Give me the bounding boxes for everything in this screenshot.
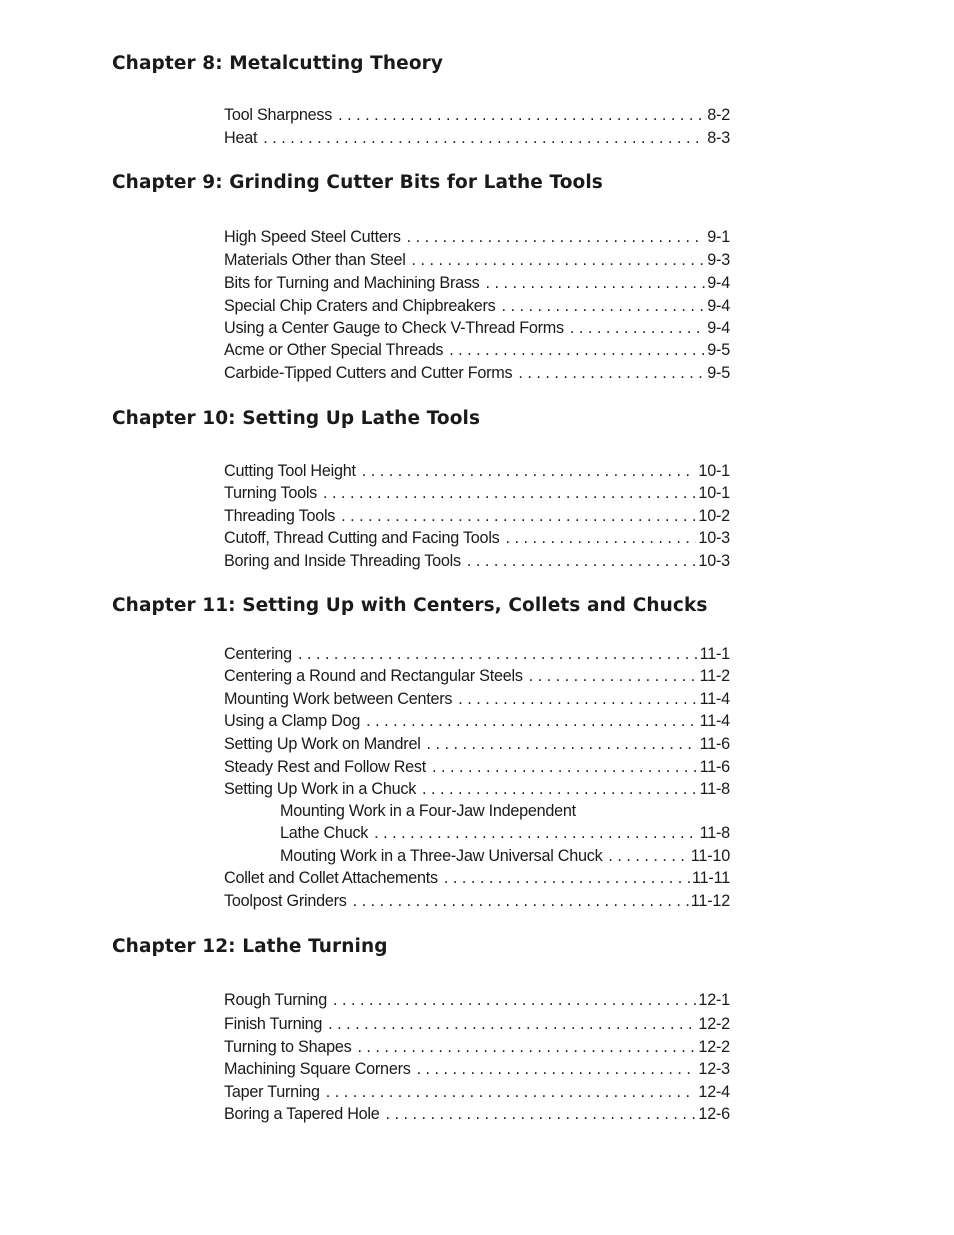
toc-entry-page-number: 11-12 — [690, 892, 730, 910]
toc-entry-label: Collet and Collet Attachements — [224, 869, 438, 887]
toc-entry-page-number: 11-4 — [699, 690, 730, 708]
toc-entry-page-number: 12-2 — [698, 1015, 730, 1033]
chapter-title: Chapter 11: Setting Up with Centers, Collets and Chucks — [112, 595, 708, 616]
toc-entry[interactable] — [224, 339, 730, 361]
toc-entry-page-number: 11-8 — [699, 780, 730, 798]
toc-entry-label: Finish Turning — [224, 1015, 323, 1033]
toc-entry-label: Boring and Inside Threading Tools — [224, 552, 461, 570]
toc-entry-label: Rough Turning — [224, 991, 327, 1009]
toc-entry-label: Steady Rest and Follow Rest — [224, 758, 426, 776]
toc-entry-page-number: 11-4 — [699, 712, 730, 730]
toc-entry[interactable] — [224, 226, 730, 248]
toc-entry-page-number: 9-4 — [707, 274, 730, 292]
dot-leader — [486, 272, 706, 294]
dot-leader — [467, 550, 697, 572]
toc-entry-label: Taper Turning — [224, 1083, 320, 1101]
toc-entry-label: Setting Up Work on Mandrel — [224, 735, 421, 753]
dot-leader — [298, 643, 698, 665]
dot-leader — [444, 867, 690, 889]
dot-leader — [386, 1103, 697, 1125]
toc-entry-page-number: 9-4 — [707, 319, 730, 337]
toc-entry[interactable] — [224, 867, 730, 889]
toc-entry[interactable] — [224, 1013, 730, 1035]
toc-entry[interactable] — [224, 643, 730, 665]
toc-entry[interactable] — [224, 482, 730, 504]
dot-leader — [326, 1081, 697, 1103]
toc-entry-label: Acme or Other Special Threads — [224, 341, 444, 359]
dot-leader — [570, 317, 705, 339]
toc-entry-label: Using a Clamp Dog — [224, 712, 361, 730]
toc-entry-label: Heat — [224, 129, 258, 147]
toc-entry-page-number: 11-6 — [699, 758, 730, 776]
toc-entry-label: Mouting Work in a Three-Jaw Universal Chuck — [280, 847, 603, 865]
toc-entry-label: Cutting Tool Height — [224, 462, 356, 480]
toc-entry-label: Carbide-Tipped Cutters and Cutter Forms — [224, 364, 513, 382]
toc-entry[interactable] — [224, 550, 730, 572]
dot-leader — [341, 505, 696, 527]
chapter-title: Chapter 10: Setting Up Lathe Tools — [112, 408, 481, 429]
toc-entry-label: Cutoff, Thread Cutting and Facing Tools — [224, 529, 500, 547]
dot-leader — [432, 756, 698, 778]
dot-leader — [518, 362, 705, 384]
dot-leader — [338, 104, 705, 126]
dot-leader — [412, 249, 706, 271]
dot-leader — [353, 890, 689, 912]
toc-entry-label: Centering — [224, 645, 292, 663]
toc-entry[interactable] — [224, 272, 730, 294]
toc-entry-page-number: 12-1 — [698, 991, 730, 1009]
toc-entry-label: Setting Up Work in a Chuck — [224, 780, 417, 798]
dot-leader — [328, 1013, 696, 1035]
toc-entry-page-number: 11-6 — [699, 735, 730, 753]
toc-entry-page-number: 10-3 — [698, 529, 730, 547]
toc-entry[interactable] — [280, 845, 730, 867]
toc-entry-page-number: 9-4 — [707, 297, 730, 315]
toc-entry[interactable] — [224, 1103, 730, 1125]
toc-entry-label: Turning to Shapes — [224, 1038, 352, 1056]
toc-entry-label: Mounting Work in a Four-Jaw Independent — [280, 802, 576, 820]
toc-entry[interactable] — [224, 1058, 730, 1080]
toc-entry-page-number: 12-6 — [698, 1105, 730, 1123]
toc-entry[interactable] — [224, 1036, 730, 1058]
toc-entry-label: High Speed Steel Cutters — [224, 228, 401, 246]
toc-entry-page-number: 8-3 — [707, 129, 730, 147]
toc-entry[interactable] — [224, 665, 730, 687]
toc-entry[interactable] — [224, 505, 730, 527]
toc-entry[interactable] — [224, 989, 730, 1011]
toc-entry-label: Using a Center Gauge to Check V-Thread Forms — [224, 319, 564, 337]
dot-leader — [362, 460, 697, 482]
dot-leader — [357, 1036, 696, 1058]
toc-entry-page-number: 12-3 — [698, 1060, 730, 1078]
dot-leader — [449, 339, 705, 361]
toc-entry-label: Lathe Chuck — [280, 824, 369, 842]
toc-entry-page-number: 12-2 — [698, 1038, 730, 1056]
toc-entry-label: Centering a Round and Rectangular Steels — [224, 667, 523, 685]
toc-entry[interactable] — [224, 890, 730, 912]
toc-entry-page-number: 10-1 — [698, 462, 730, 480]
toc-entry-label: Boring a Tapered Hole — [224, 1105, 380, 1123]
toc-entry-page-number: 11-2 — [699, 667, 730, 685]
toc-entry[interactable] — [224, 460, 730, 482]
toc-entry-label: Mounting Work between Centers — [224, 690, 453, 708]
chapter-title: Chapter 8: Metalcutting Theory — [112, 53, 444, 74]
toc-entry[interactable] — [224, 104, 730, 126]
toc-entry-label: Bits for Turning and Machining Brass — [224, 274, 480, 292]
dot-leader — [608, 845, 688, 867]
toc-entry-page-number: 9-3 — [707, 251, 730, 269]
dot-leader — [333, 989, 696, 1011]
toc-entry[interactable] — [224, 733, 730, 755]
dot-leader — [422, 778, 698, 800]
toc-entry-page-number: 9-5 — [707, 341, 730, 359]
toc-entry[interactable] — [224, 1081, 730, 1103]
toc-entry[interactable] — [224, 756, 730, 778]
toc-entry-page-number: 11-8 — [699, 824, 730, 842]
toc-entry[interactable] — [280, 822, 730, 844]
chapter-title: Chapter 9: Grinding Cutter Bits for Lathe Tools — [112, 172, 603, 193]
toc-entry-page-number: 10-2 — [698, 507, 730, 525]
toc-entry-page-number: 11-11 — [692, 869, 730, 887]
dot-leader — [374, 822, 697, 844]
toc-entry-page-number: 10-3 — [698, 552, 730, 570]
dot-leader — [506, 527, 697, 549]
toc-entry-label: Special Chip Craters and Chipbreakers — [224, 297, 496, 315]
dot-leader — [458, 688, 697, 710]
toc-entry-label: Machining Square Corners — [224, 1060, 411, 1078]
toc-entry-page-number: 12-4 — [698, 1083, 730, 1101]
toc-entry-page-number: 8-2 — [707, 106, 730, 124]
dot-leader — [407, 226, 706, 248]
toc-entry[interactable] — [224, 362, 730, 384]
toc-entry[interactable] — [224, 295, 730, 317]
toc-entry[interactable] — [224, 317, 730, 339]
toc-entry-label: Threading Tools — [224, 507, 336, 525]
toc-entry[interactable] — [224, 688, 730, 710]
toc-entry-label: Toolpost Grinders — [224, 892, 347, 910]
toc-entry[interactable] — [224, 249, 730, 271]
chapter-title: Chapter 12: Lathe Turning — [112, 936, 388, 957]
toc-entry-page-number: 9-1 — [707, 228, 730, 246]
toc-entry-label: Materials Other than Steel — [224, 251, 406, 269]
toc-entry[interactable] — [280, 800, 730, 822]
dot-leader — [529, 665, 698, 687]
toc-entry-page-number: 11-10 — [690, 847, 730, 865]
toc-entry-page-number: 10-1 — [698, 484, 730, 502]
toc-entry[interactable] — [224, 527, 730, 549]
toc-entry-page-number: 11-1 — [699, 645, 730, 663]
toc-entry[interactable] — [224, 778, 730, 800]
dot-leader — [323, 482, 696, 504]
toc-entry-label: Tool Sharpness — [224, 106, 333, 124]
dot-leader — [366, 710, 697, 732]
toc-entry-label: Turning Tools — [224, 484, 318, 502]
toc-entry[interactable] — [224, 710, 730, 732]
toc-entry-page-number: 9-5 — [707, 364, 730, 382]
dot-leader — [501, 295, 705, 317]
dot-leader — [427, 733, 698, 755]
toc-entry[interactable] — [224, 127, 730, 149]
dot-leader — [417, 1058, 697, 1080]
dot-leader — [263, 127, 705, 149]
